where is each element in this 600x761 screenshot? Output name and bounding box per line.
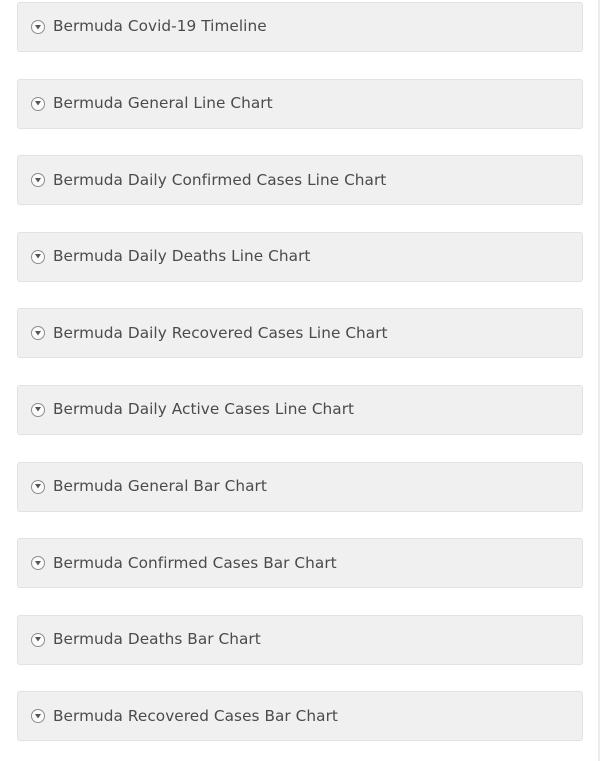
chevron-down-circle-icon — [31, 250, 45, 264]
chevron-down-circle-icon — [31, 633, 45, 647]
accordion-item-recovered-bar-chart[interactable] — [17, 691, 583, 741]
accordion-item-confirmed-bar-chart[interactable] — [17, 538, 583, 588]
accordion-item-title: Bermuda Confirmed Cases Bar Chart — [53, 553, 337, 572]
accordion-item-title: Bermuda Daily Confirmed Cases Line Chart — [53, 170, 387, 189]
chevron-down-circle-icon — [31, 173, 45, 187]
accordion-item-title: Bermuda Daily Active Cases Line Chart — [53, 400, 355, 419]
accordion-item-title: Bermuda Daily Recovered Cases Line Chart — [53, 323, 388, 342]
chevron-down-circle-icon — [31, 20, 45, 34]
accordion-item-title: Bermuda Recovered Cases Bar Chart — [53, 706, 338, 725]
accordion-item-covid-timeline[interactable] — [17, 2, 583, 52]
accordion-item-title: Bermuda Deaths Bar Chart — [53, 630, 261, 649]
chevron-down-circle-icon — [31, 480, 45, 494]
accordion-item-daily-active-line-chart[interactable] — [17, 385, 583, 435]
chevron-down-circle-icon — [31, 556, 45, 570]
accordion-item-general-line-chart[interactable] — [17, 79, 583, 129]
accordion-item-title: Bermuda General Line Chart — [53, 93, 273, 112]
accordion-item-title: Bermuda Covid-19 Timeline — [53, 17, 267, 36]
accordion-item-title: Bermuda Daily Deaths Line Chart — [53, 247, 311, 266]
accordion-item-daily-recovered-line-chart[interactable] — [17, 308, 583, 358]
accordion-item-daily-deaths-line-chart[interactable] — [17, 232, 583, 282]
accordion-item-daily-confirmed-line-chart[interactable] — [17, 155, 583, 205]
chevron-down-circle-icon — [31, 97, 45, 111]
accordion-item-deaths-bar-chart[interactable] — [17, 615, 583, 665]
chevron-down-circle-icon — [31, 326, 45, 340]
accordion-item-general-bar-chart[interactable] — [17, 462, 583, 512]
chevron-down-circle-icon — [31, 709, 45, 723]
chart-accordion — [17, 2, 583, 761]
accordion-item-title: Bermuda General Bar Chart — [53, 476, 267, 495]
chevron-down-circle-icon — [31, 403, 45, 417]
